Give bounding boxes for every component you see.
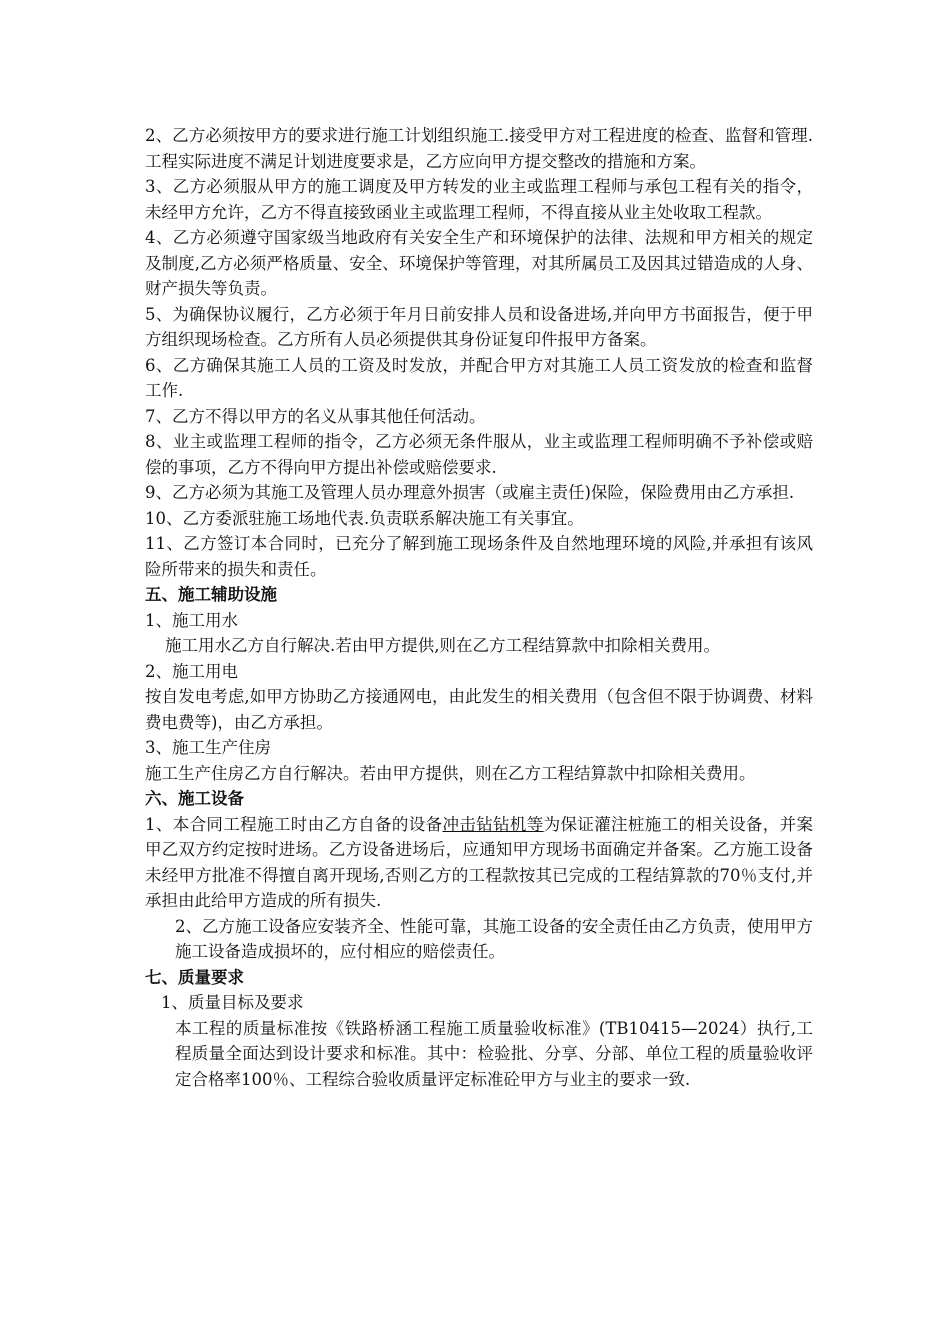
equipment-clause-2: 2、乙方施工设备应安装齐全、性能可靠，其施工设备的安全责任由乙方负责，使用甲方施工设备造成损坏的，应付相应的赔偿责任。 bbox=[175, 916, 813, 961]
power-text: 按自发电考虑,如甲方协助乙方接通网电，由此发生的相关费用（包含但不限于协调费、材料费电费等)，由乙方承担。 bbox=[145, 687, 813, 732]
section-6-heading: 六、施工设备 bbox=[145, 789, 244, 808]
clause-5: 5、为确保协议履行，乙方必须于年月日前安排人员和设备进场,并向甲方书面报告，便于甲方组织现场检查。乙方所有人员必须提供其身份证复印件报甲方备案。 bbox=[145, 304, 813, 349]
clause-6: 6、乙方确保其施工人员的工资及时发放，并配合甲方对其施工人员工资发放的检查和监督工作. bbox=[145, 355, 813, 400]
clause-4: 4、乙方必须遵守国家级当地政府有关安全生产和环境保护的法律、法规和甲方相关的规定及制度,乙方必须严格质量、安全、环境保护等管理，对其所属员工及因其过错造成的人身、财产损失等负责。 bbox=[145, 228, 813, 298]
clause-9: 9、乙方必须为其施工及管理人员办理意外损害（或雇主责任)保险，保险费用由乙方承担. bbox=[145, 483, 795, 502]
clause-10: 10、乙方委派驻施工场地代表.负责联系解决施工有关事宜。 bbox=[145, 508, 584, 528]
section-5-heading: 五、施工辅助设施 bbox=[145, 585, 277, 604]
clause-7: 7、乙方不得以甲方的名义从事其他任何活动。 bbox=[145, 406, 486, 426]
power-title: 2、施工用电 bbox=[145, 661, 238, 681]
quality-target-text: 本工程的质量标准按《铁路桥涵工程施工质量验收标准》(TB10415—2024）执行,工程质量全面达到设计要求和标准。其中：检验批、分享、分部、单位工程的质量验收评定合格率100％、工程综合验收质量评定标准砼甲方与业主的要求一致. bbox=[175, 1018, 813, 1089]
quality-target-title: 1、质量目标及要求 bbox=[161, 993, 304, 1012]
clause-8: 8、业主或监理工程师的指令，乙方必须无条件服从，业主或监理工程师明确不予补偿或赔偿的事项，乙方不得向甲方提出补偿或赔偿要求. bbox=[145, 432, 813, 477]
water-title: 1、施工用水 bbox=[145, 610, 238, 630]
equipment-clause-1-pre: 1、本合同工程施工时由乙方自备的设备 bbox=[145, 814, 443, 834]
section-7-heading: 七、质量要求 bbox=[145, 967, 244, 987]
equipment-clause-1-post: 为保证灌注桩施工的相关设备，并案甲乙双方约定按时进场。乙方设备进场后，应通知甲方现场书面确定并备案。乙方施工设备未经甲方批准不得擅自离开现场,否则乙方的工程款按其已完成的工程结算款的70％支付,并承担由此给甲方造成的所有损失. bbox=[145, 814, 814, 910]
equipment-clause-1 bbox=[145, 812, 813, 914]
clause-3: 3、乙方必须服从甲方的施工调度及甲方转发的业主或监理工程师与承包工程有关的指令，未经甲方允许，乙方不得直接致函业主或监理工程师，不得直接从业主处收取工程款。 bbox=[145, 177, 813, 222]
water-text: 施工用水乙方自行解决.若由甲方提供,则在乙方工程结算款中扣除相关费用。 bbox=[165, 636, 720, 655]
clause-11: 11、乙方签订本合同时，已充分了解到施工现场条件及自然地理环境的风险,并承担有该风险所带来的损失和责任。 bbox=[145, 534, 813, 579]
document-page bbox=[145, 123, 813, 1092]
housing-text: 施工生产住房乙方自行解决。若由甲方提供，则在乙方工程结算款中扣除相关费用。 bbox=[145, 763, 756, 783]
housing-title: 3、施工生产住房 bbox=[145, 738, 271, 757]
equipment-name-underlined: 冲击钻钻机等 bbox=[442, 814, 544, 834]
clause-2: 2、乙方必须按甲方的要求进行施工计划组织施工.接受甲方对工程进度的检查、监督和管理.工程实际进度不满足计划进度要求是，乙方应向甲方提交整改的措施和方案。 bbox=[145, 126, 813, 171]
